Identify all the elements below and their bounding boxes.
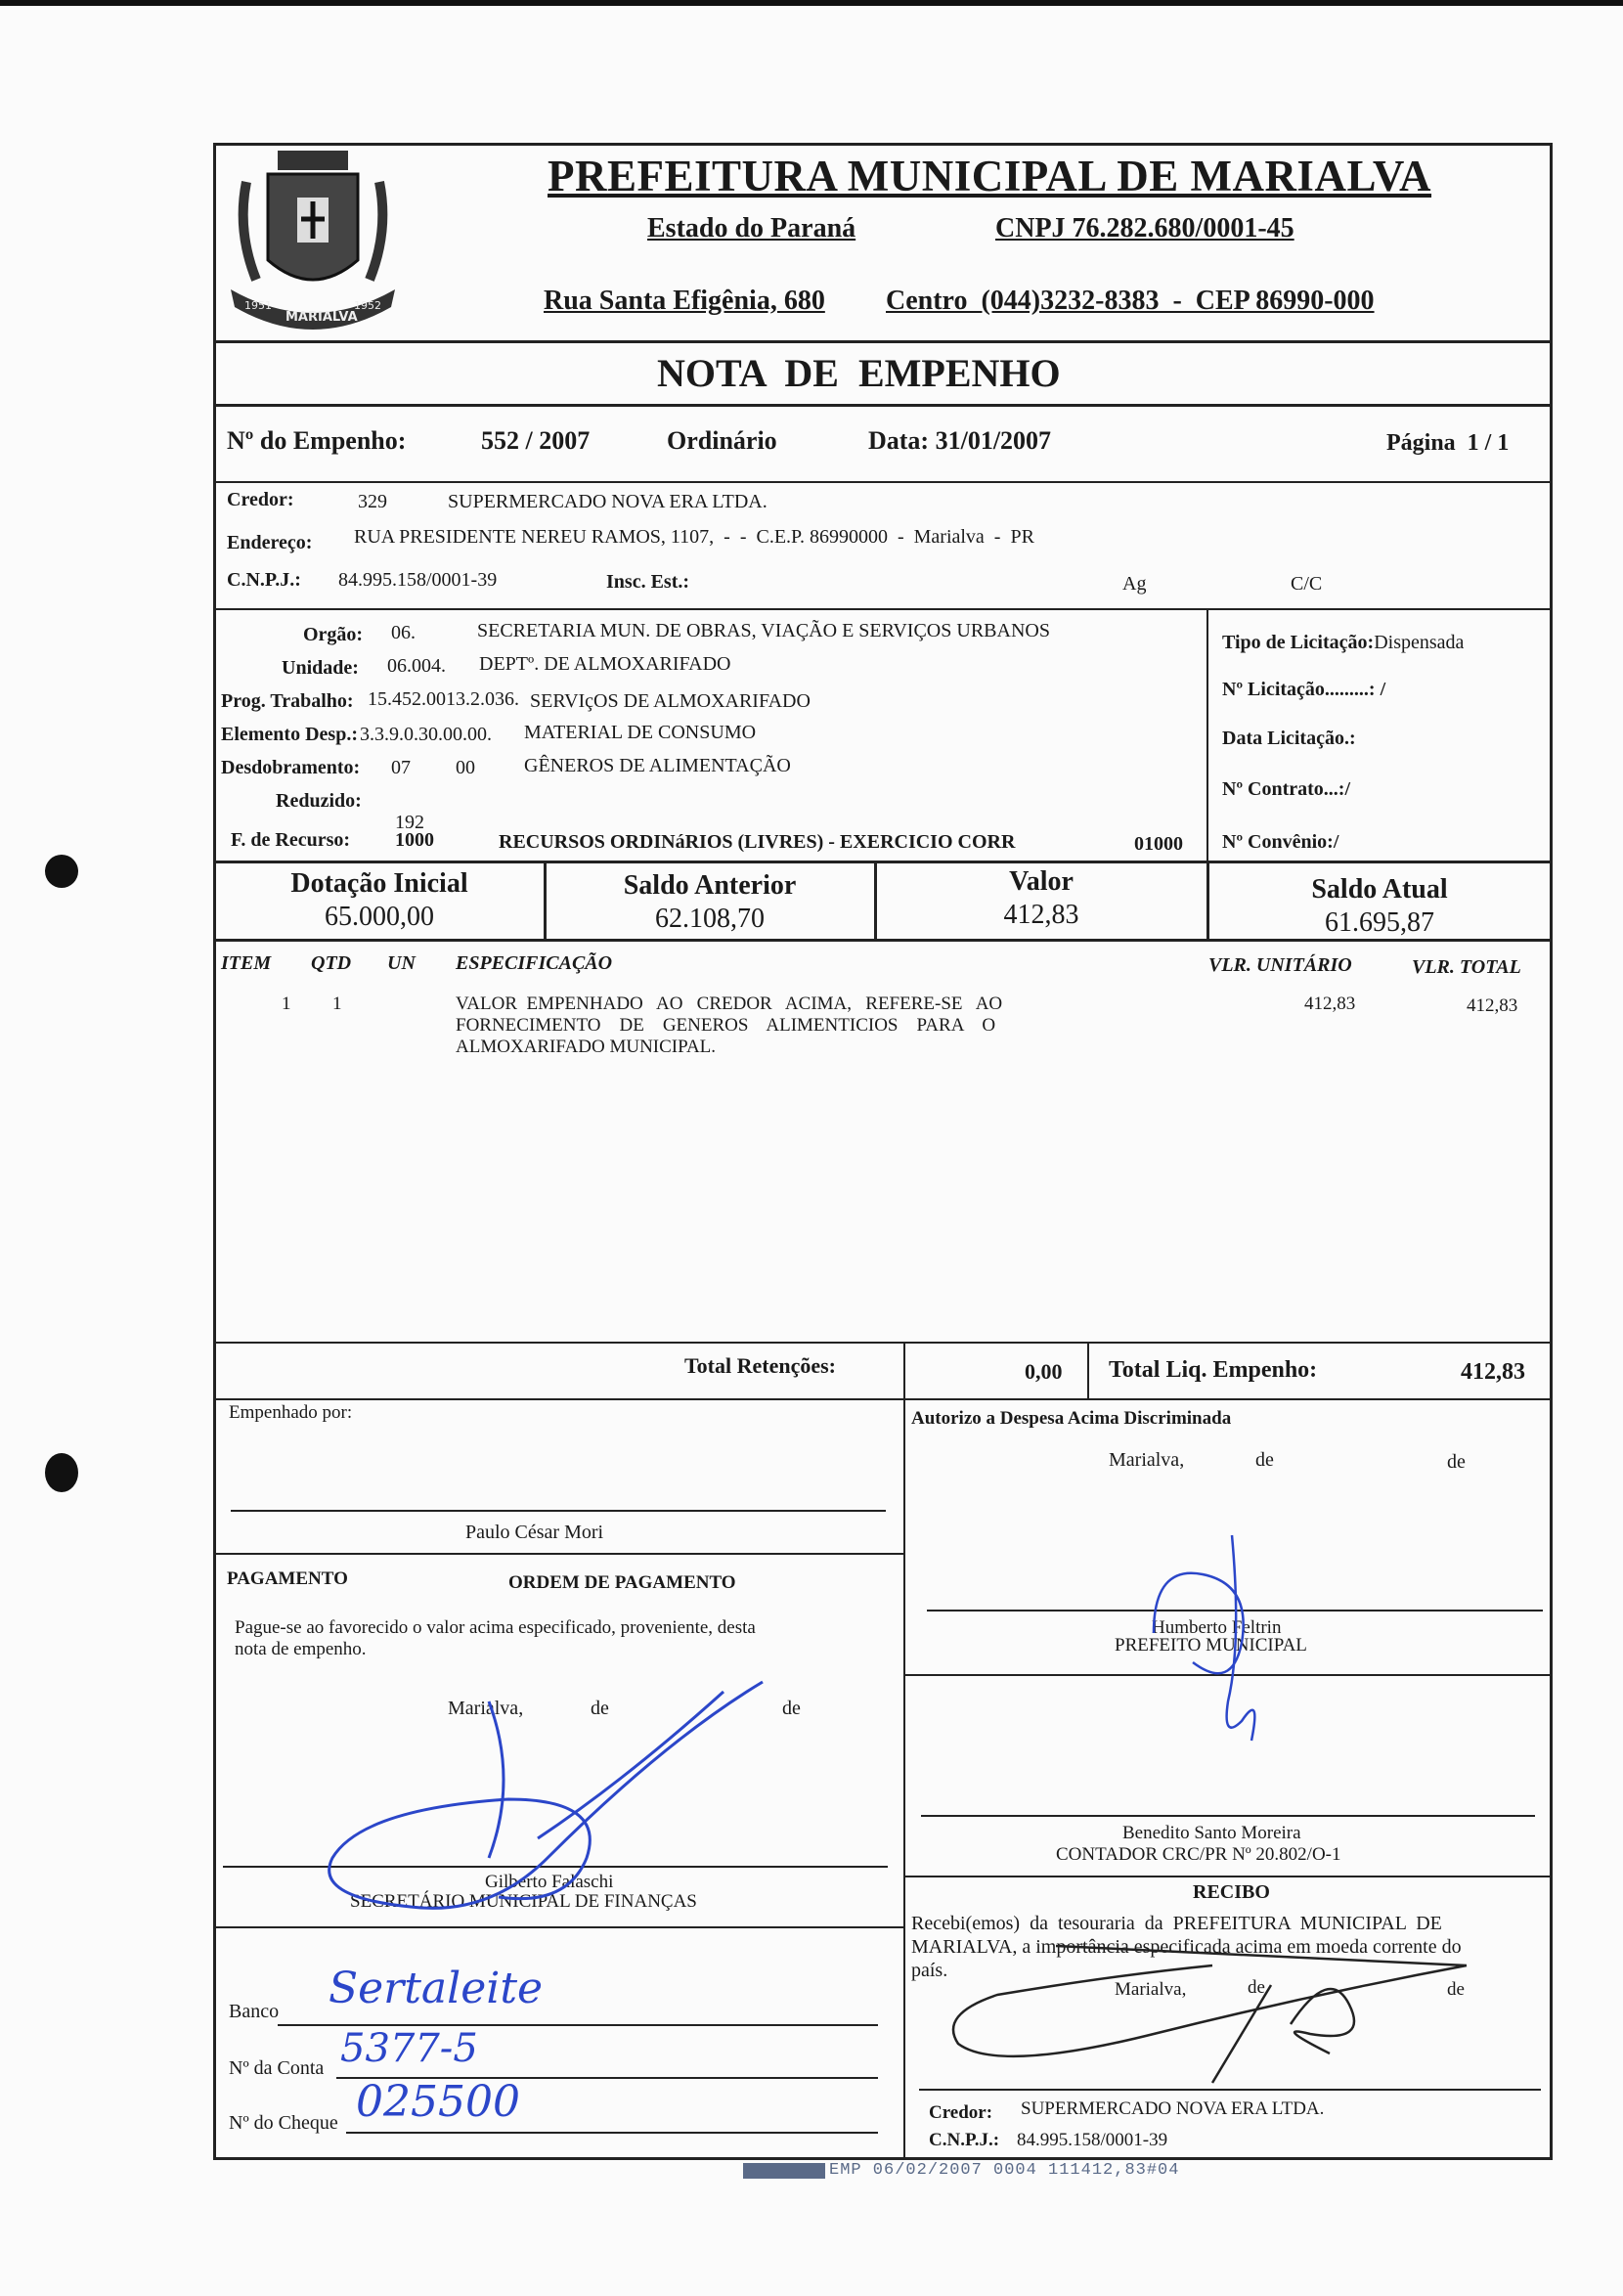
col-total-value: VLR. TOTAL xyxy=(1412,956,1521,978)
empenho-type: Ordinário xyxy=(667,426,777,455)
recurso-code2: 01000 xyxy=(1134,833,1183,855)
retencoes-label: Total Retenções: xyxy=(684,1353,836,1378)
frame-bottom xyxy=(213,2157,1553,2160)
punch-hole xyxy=(45,1453,78,1492)
recibo-label: RECIBO xyxy=(1193,1881,1270,1903)
empenho-number: 552 / 2007 xyxy=(481,426,591,455)
prefeito-role: PREFEITO MUNICIPAL xyxy=(1115,1635,1307,1656)
divider xyxy=(1206,608,1208,862)
elemento-name: MATERIAL DE CONSUMO xyxy=(524,722,757,743)
divider xyxy=(213,1398,1553,1400)
recibo-credor-name: SUPERMERCADO NOVA ERA LTDA. xyxy=(1021,2098,1325,2119)
page-title: PREFEITURA MUNICIPAL DE MARIALVA xyxy=(548,152,1432,200)
state-label: Estado do Paraná xyxy=(647,213,856,243)
empenhado-name: Paulo César Mori xyxy=(465,1522,604,1543)
unidade-code: 06.004. xyxy=(387,655,446,677)
conta-label: Nº da Conta xyxy=(229,2057,325,2079)
address-field-label: Endereço: xyxy=(227,532,313,553)
licitacao-numero: Nº Licitação.........: / xyxy=(1222,679,1386,700)
frame-left xyxy=(213,143,216,2159)
valor-value: 412,83 xyxy=(1003,900,1079,930)
credor-label: Credor: xyxy=(227,489,294,510)
seal-year-right: 1952 xyxy=(354,299,381,312)
item-spec-line1: VALOR EMPENHADO AO CREDOR ACIMA, REFERE-SE AO xyxy=(456,993,1003,1014)
prog-code: 15.452.0013.2.036. xyxy=(368,688,519,710)
liq-empenho-label: Total Liq. Empenho: xyxy=(1109,1357,1318,1383)
divider xyxy=(213,608,1553,610)
cheque-label: Nº do Cheque xyxy=(229,2112,338,2134)
banco-value: Sertaleite xyxy=(329,1964,544,2013)
cnpj-label: CNPJ 76.282.680/0001-45 xyxy=(995,213,1294,243)
credor-cnpj: 84.995.158/0001-39 xyxy=(338,569,498,591)
recibo-credor-label: Credor: xyxy=(929,2102,993,2123)
saldo-anterior-value: 62.108,70 xyxy=(655,904,765,934)
cc-label: C/C xyxy=(1291,573,1323,595)
desdobramento-label: Desdobramento: xyxy=(221,757,361,778)
contrato-number: Nº Contrato...:/ xyxy=(1222,778,1351,800)
orgao-code: 06. xyxy=(391,622,416,643)
cnpj-field-label: C.N.P.J.: xyxy=(227,569,301,591)
stamp-bar xyxy=(743,2163,825,2179)
pagamento-place: Marialva, xyxy=(448,1698,524,1719)
recurso-label: F. de Recurso: xyxy=(231,829,351,851)
divider xyxy=(213,1342,1553,1344)
saldo-anterior-label: Saldo Anterior xyxy=(623,870,797,901)
scan-edge xyxy=(0,0,1623,6)
item-spec-line3: ALMOXARIFADO MUNICIPAL. xyxy=(456,1037,717,1057)
retencoes-value: 0,00 xyxy=(1025,1359,1063,1384)
convenio-number: Nº Convênio:/ xyxy=(1222,831,1339,853)
secretario-name: Gilberto Falaschi xyxy=(485,1872,614,1892)
ag-label: Ag xyxy=(1122,573,1147,595)
unidade-label: Unidade: xyxy=(282,657,359,679)
prog-name: SERVIçOS DE ALMOXARIFADO xyxy=(530,690,811,712)
autorizo-de2: de xyxy=(1447,1451,1466,1473)
seal-year-left: 1951 xyxy=(244,299,272,312)
orgao-label: Orgão: xyxy=(303,624,364,645)
divider xyxy=(213,861,1553,863)
liq-empenho-value: 412,83 xyxy=(1461,1359,1525,1385)
desdobramento-code1: 07 xyxy=(391,757,411,778)
seal-label: MARIALVA xyxy=(285,310,358,325)
licitacao-tipo-label: Tipo de Licitação:Dispensada xyxy=(1222,632,1465,653)
signature-line xyxy=(231,1510,886,1512)
unidade-name: DEPTº. DE ALMOXARIFADO xyxy=(479,653,731,675)
licitacao-data: Data Licitação.: xyxy=(1222,728,1356,749)
conta-value: 5377-5 xyxy=(340,2026,478,2071)
recibo-cnpj-label: C.N.P.J.: xyxy=(929,2130,1000,2150)
divider xyxy=(213,1553,905,1555)
pagamento-label: PAGAMENTO xyxy=(227,1568,348,1589)
item-number: 1 xyxy=(282,993,291,1014)
recurso-name: RECURSOS ORDINáRIOS (LIVRES) - EXERCICIO CORR xyxy=(499,831,1016,853)
empenho-label: Nº do Empenho: xyxy=(227,426,407,455)
recibo-text-line3: país. xyxy=(911,1960,948,1981)
desdobramento-name: GÊNEROS DE ALIMENTAÇÃO xyxy=(524,755,791,776)
punch-hole xyxy=(45,855,78,888)
divider xyxy=(213,481,1553,483)
pagamento-text-line2: nota de empenho. xyxy=(235,1639,367,1659)
contador-role: CONTADOR CRC/PR Nº 20.802/O-1 xyxy=(1056,1844,1341,1865)
col-un: UN xyxy=(387,952,416,974)
divider xyxy=(213,340,1553,343)
empenho-date: Data: 31/01/2007 xyxy=(868,426,1052,455)
divider xyxy=(213,939,1553,942)
reduzido-code: 192 xyxy=(395,812,424,833)
item-spec-line2: FORNECIMENTO DE GENEROS ALIMENTICIOS PARA O xyxy=(456,1015,996,1036)
item-qtd: 1 xyxy=(332,993,342,1014)
item-total-value: 412,83 xyxy=(1467,995,1518,1016)
recurso-code: 1000 xyxy=(395,829,434,851)
recibo-signature xyxy=(919,1926,1525,2093)
saldo-atual-value: 61.695,87 xyxy=(1325,907,1434,938)
secretario-signature xyxy=(293,1662,782,1936)
prog-label: Prog. Trabalho: xyxy=(221,690,354,712)
cheque-value: 025500 xyxy=(356,2077,520,2127)
input-line xyxy=(346,2132,878,2134)
document-title: NOTA DE EMPENHO xyxy=(657,351,1061,395)
col-especificacao: ESPECIFICAÇÃO xyxy=(456,952,613,974)
autorizo-label: Autorizo a Despesa Acima Discriminada xyxy=(911,1408,1232,1429)
pagamento-de2: de xyxy=(782,1698,801,1719)
recibo-place: Marialva, xyxy=(1115,1979,1187,2000)
banco-label: Banco xyxy=(229,2001,280,2022)
contador-name: Benedito Santo Moreira xyxy=(1122,1823,1301,1843)
frame-top xyxy=(213,143,1553,146)
divider xyxy=(213,404,1553,407)
signature-line xyxy=(921,1815,1535,1817)
divider xyxy=(1087,1342,1089,1400)
col-item: ITEM xyxy=(221,952,272,974)
col-qtd: QTD xyxy=(311,952,352,974)
dotacao-inicial-value: 65.000,00 xyxy=(325,902,434,932)
saldo-atual-label: Saldo Atual xyxy=(1311,874,1448,905)
credor-name: SUPERMERCADO NOVA ERA LTDA. xyxy=(448,491,768,512)
ordem-pagamento-label: ORDEM DE PAGAMENTO xyxy=(508,1572,736,1593)
prefeito-signature xyxy=(1134,1525,1291,1760)
recibo-text-line1: Recebi(emos) da tesouraria da PREFEITURA MUNICIPAL DE xyxy=(911,1913,1442,1934)
footer-stamp: EMP 06/02/2007 0004 111412,83#04 xyxy=(829,2161,1180,2180)
elemento-label: Elemento Desp.: xyxy=(221,724,358,745)
page-number: Página 1 / 1 xyxy=(1386,430,1510,456)
credor-address: RUA PRESIDENTE NEREU RAMOS, 1107, - - C.E.P. 86990000 - Marialva - PR xyxy=(354,526,1034,548)
address-label: Rua Santa Efigênia, 680 xyxy=(544,286,825,316)
divider xyxy=(903,1876,1553,1877)
divider xyxy=(903,1398,905,2159)
secretario-role: SECRETÁRIO MUNICIPAL DE FINANÇAS xyxy=(350,1891,697,1912)
autorizo-place: Marialva, xyxy=(1109,1449,1185,1471)
valor-label: Valor xyxy=(1009,866,1074,897)
desdobramento-code2: 00 xyxy=(456,757,475,778)
recibo-de1: de xyxy=(1248,1977,1265,1998)
municipal-seal xyxy=(217,143,409,336)
recibo-de2: de xyxy=(1447,1979,1465,2000)
pagamento-text-line1: Pague-se ao favorecido o valor acima especificado, proveniente, desta xyxy=(235,1617,756,1638)
reduzido-label: Reduzido: xyxy=(276,790,362,812)
licitacao-tipo-value: Dispensada xyxy=(1374,632,1465,653)
recibo-text-line2: MARIALVA, a importância especificada acima em moeda corrente do xyxy=(911,1936,1462,1958)
elemento-code: 3.3.9.0.30.00.00. xyxy=(360,724,492,745)
recibo-cnpj: 84.995.158/0001-39 xyxy=(1017,2130,1168,2150)
insc-est-label: Insc. Est.: xyxy=(606,571,690,593)
contact-label: Centro (044)3232-8383 - CEP 86990-000 xyxy=(886,286,1375,316)
item-unit-value: 412,83 xyxy=(1304,993,1356,1014)
frame-right xyxy=(1550,143,1553,2159)
credor-code: 329 xyxy=(358,491,387,512)
divider xyxy=(903,1342,905,1400)
dotacao-inicial-label: Dotação Inicial xyxy=(290,868,468,899)
prefeito-name: Humberto Feltrin xyxy=(1152,1617,1282,1638)
col-unit-value: VLR. UNITÁRIO xyxy=(1208,954,1352,976)
orgao-name: SECRETARIA MUN. DE OBRAS, VIAÇÃO E SERVIÇOS URBANOS xyxy=(477,620,1050,641)
pagamento-de1: de xyxy=(591,1698,609,1719)
empenhado-label: Empenhado por: xyxy=(229,1402,353,1423)
autorizo-de1: de xyxy=(1255,1449,1274,1471)
